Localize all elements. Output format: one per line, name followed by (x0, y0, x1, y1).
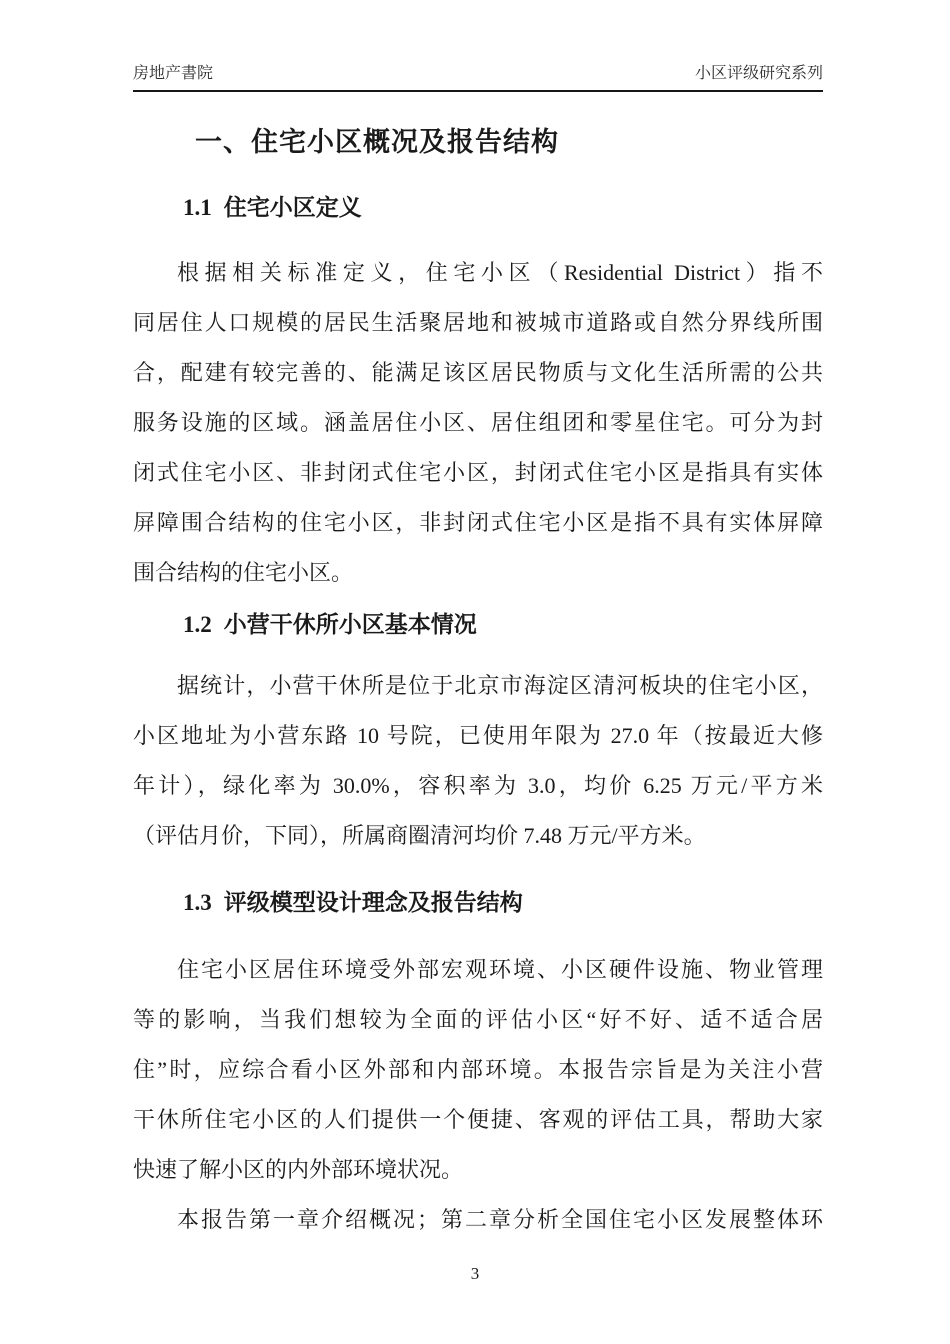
text-line: 本报告第一章介绍概况；第二章分析全国住宅小区发展整体环 (177, 1207, 823, 1232)
paragraph (133, 661, 823, 861)
text-line: 据统计，小营干休所是位于北京市海淀区清河板块的住宅小区， (177, 673, 823, 698)
text-line: （评估月价，下同），所属商圈清河均价 7.48 万元/平方米。 (133, 823, 706, 848)
text-line: 干休所住宅小区的人们提供一个便捷、客观的评估工具，帮助大家 (133, 1107, 823, 1132)
section-heading-1-1 (183, 192, 823, 224)
text-line: 小区地址为小营东路 10 号院，已使用年限为 27.0 年（按最近大修 (133, 723, 823, 748)
text-line: 等的影响，当我们想较为全面的评估小区“好不好、适不适合居 (133, 1007, 823, 1032)
section-number: 1.3 (183, 890, 212, 915)
section-1-3 (133, 887, 823, 1245)
text-line: 服务设施的区域。涵盖居住小区、居住组团和零星住宅。可分为封 (133, 410, 823, 435)
section-heading-1-2 (183, 609, 823, 641)
section-title: 评级模型设计理念及报告结构 (223, 890, 523, 915)
text-line: 住”时，应综合看小区外部和内部环境。本报告宗旨是为关注小营 (133, 1057, 823, 1082)
text-line: 同居住人口规模的居民生活聚居地和被城市道路或自然分界线所围 (133, 310, 823, 335)
text-line: 快速了解小区的内外部环境状况。 (133, 1157, 464, 1182)
section-1-2 (133, 609, 823, 861)
section-heading-1-3 (183, 887, 823, 919)
section-title: 小营干休所小区基本情况 (223, 612, 477, 637)
text-line: 屏障围合结构的住宅小区，非封闭式住宅小区是指不具有实体屏障 (133, 510, 823, 535)
section-title: 住宅小区定义 (223, 195, 362, 220)
text-line: 合，配建有较完善的、能满足该区居民物质与文化生活所需的公共 (133, 360, 823, 385)
page-header (133, 0, 823, 92)
section-1-1 (133, 192, 823, 598)
page-number: 3 (470, 1264, 480, 1283)
paragraph (133, 945, 823, 1195)
text-line: 年计），绿化率为 30.0%，容积率为 3.0，均价 6.25 万元/平方米 (133, 773, 823, 798)
text-line: 围合结构的住宅小区。 (133, 560, 354, 585)
chapter-title: 一、住宅小区概况及报告结构 (195, 127, 559, 157)
text-line: 闭式住宅小区、非封闭式住宅小区，封闭式住宅小区是指具有实体 (133, 460, 823, 485)
section-number: 1.1 (183, 195, 212, 220)
text-line: 住宅小区居住环境受外部宏观环境、小区硬件设施、物业管理 (177, 957, 823, 982)
page-footer (0, 1264, 950, 1284)
header-right-text: 小区评级研究系列 (694, 65, 823, 82)
section-number: 1.2 (183, 612, 212, 637)
paragraph (133, 1195, 823, 1245)
text-line: 根据相关标准定义，住宅小区（Residential District）指不 (177, 260, 823, 285)
header-left-text: 房地产書院 (133, 65, 214, 82)
paragraph (133, 248, 823, 598)
